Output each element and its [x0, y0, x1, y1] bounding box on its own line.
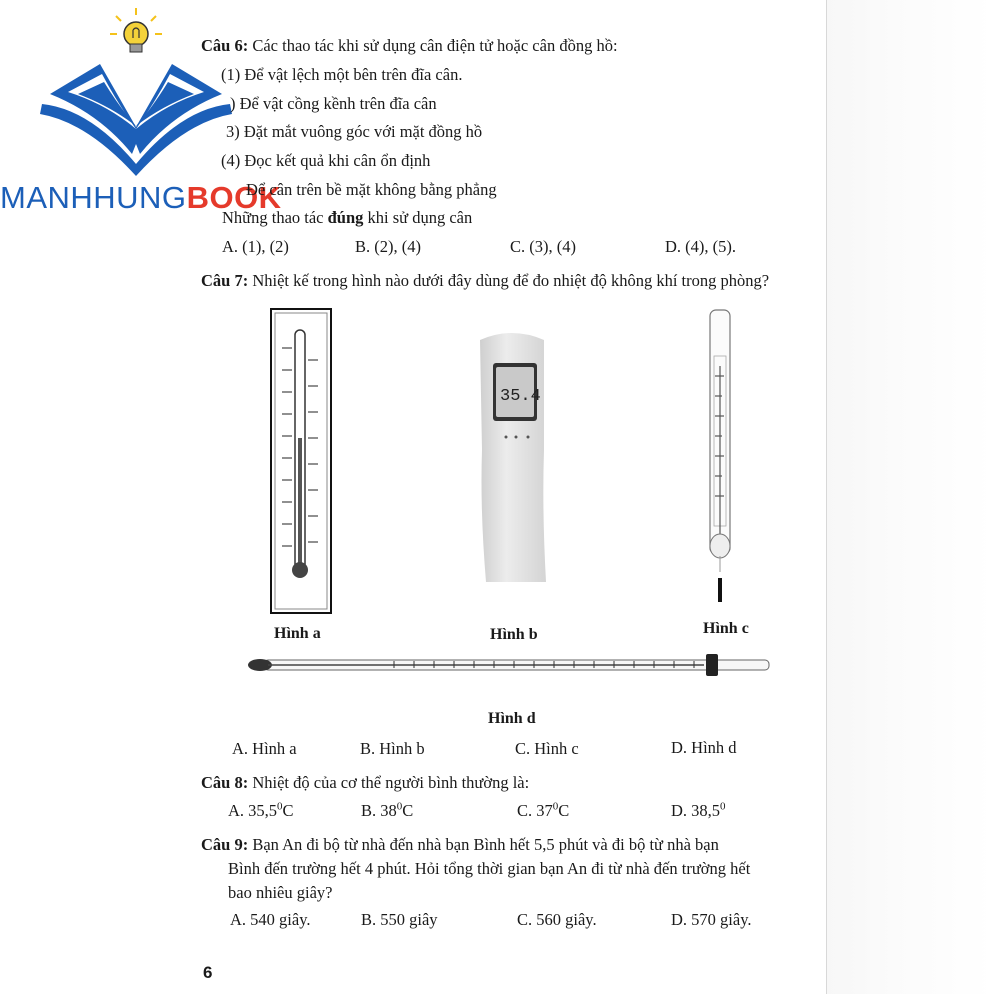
q6-item-3: 3) Đặt mắt vuông góc với mặt đồng hồ	[226, 122, 483, 141]
device-reading: 35.4	[500, 387, 541, 406]
q6-stem: Các thao tác khi sử dụng cân điện tử hoặc cân đồng hồ:	[252, 36, 618, 55]
q9-option-c: C. 560 giây.	[517, 910, 597, 929]
q6-item-2: ) Để vật cồng kềnh trên đĩa cân	[230, 94, 437, 113]
q6-number: Câu 6:	[201, 36, 249, 55]
q9-option-b: B. 550 giây	[361, 910, 438, 929]
q6-prompt-post: khi sử dụng cân	[363, 208, 473, 227]
q9-line-3: bao nhiêu giây?	[228, 883, 333, 902]
q8-stem-line	[201, 773, 529, 793]
figure-c-label: Hình c	[703, 620, 749, 637]
brand-text-a: MANHHUNG	[0, 180, 187, 215]
q9-option-d: D. 570 giây.	[671, 910, 752, 929]
figure-b-label: Hình b	[490, 626, 538, 643]
q7-stem-line	[201, 271, 769, 291]
q9-line-2: Bình đến trường hết 4 phút. Hỏi tổng thời gian bạn An đi từ nhà đến trường hết	[228, 859, 751, 878]
q6-option-a: A. (1), (2)	[222, 237, 289, 256]
q9-line-1	[201, 835, 719, 855]
thermometer-a-figure	[270, 308, 332, 614]
q7-option-d: D. Hình d	[671, 738, 737, 757]
q9-option-a: A. 540 giây.	[230, 910, 311, 929]
brand-text-b: BOOK	[186, 180, 282, 215]
q8-option-c: C. $37^0C$	[517, 800, 570, 820]
q6-item-5: Để cân trên bề mặt không bằng phẳng	[246, 180, 497, 199]
q8-stem: Nhiệt độ của cơ thể người bình thường là:	[252, 773, 530, 792]
q9-text-1: Bạn An đi bộ từ nhà đến nhà bạn Bình hết 5,5 phút và đi bộ từ nhà bạn	[252, 835, 719, 854]
q7-option-b: B. Hình b	[360, 739, 425, 758]
q6-prompt-bold: đúng	[327, 208, 364, 227]
q6-item-4: (4) Đọc kết quả khi cân ổn định	[221, 151, 431, 170]
figure-d-label: Hình d	[488, 710, 536, 727]
page-number: 6	[203, 963, 213, 982]
thermometer-c-figure	[700, 306, 744, 606]
book-logo-icon	[40, 4, 240, 184]
q8-option-b: B. $38^0C$	[361, 800, 414, 820]
page-edge	[826, 0, 827, 994]
infrared-thermometer-figure	[476, 330, 548, 590]
q6-prompt	[222, 208, 472, 228]
q6-stem-line	[201, 36, 618, 56]
thermometer-d-figure	[244, 650, 772, 680]
q8-option-a: A. 35,5$^0$C	[228, 800, 294, 820]
q7-stem: Nhiệt kế trong hình nào dưới đây dùng để đo nhiệt độ không khí trong phòng?	[252, 271, 770, 290]
q6-prompt-pre: Những thao tác	[222, 208, 328, 227]
q8-number: Câu 8:	[201, 773, 249, 792]
q7-option-c: C. Hình c	[515, 739, 579, 758]
q8-option-d: D. 38,5$^0$	[671, 800, 726, 820]
q7-option-a: A. Hình a	[232, 739, 297, 758]
page-fold-shadow	[826, 0, 994, 994]
q6-option-d: D. (4), (5).	[665, 237, 737, 256]
q6-option-b: B. (2), (4)	[355, 237, 421, 256]
q9-number: Câu 9:	[201, 835, 249, 854]
figure-a-label: Hình a	[274, 625, 321, 642]
q6-item-1: (1) Để vật lệch một bên trên đĩa cân.	[221, 65, 463, 84]
q7-number: Câu 7:	[201, 271, 249, 290]
q6-option-c: C. (3), (4)	[510, 237, 576, 256]
bulb-icon	[110, 8, 162, 52]
